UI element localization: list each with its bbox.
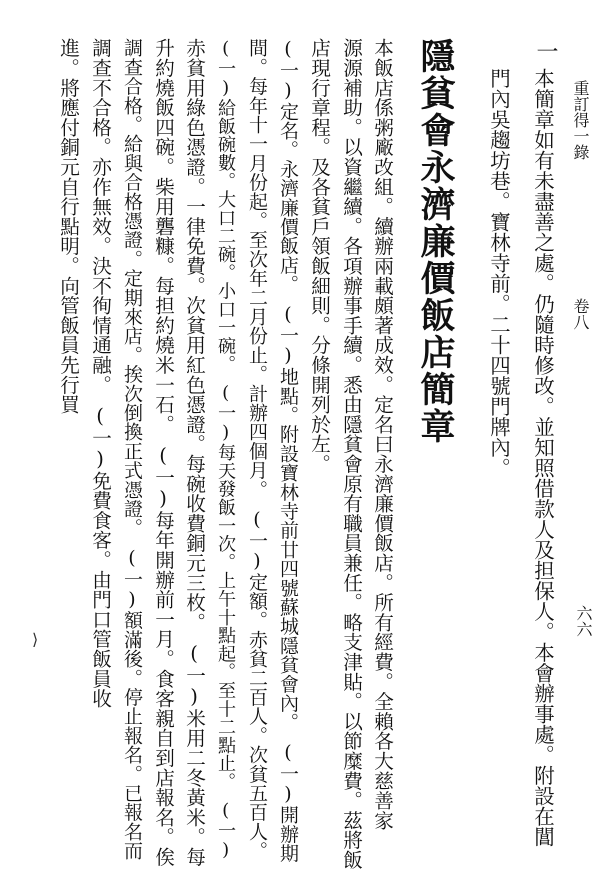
body-column-1: 本飯店係粥廠改組。續辦兩載頗著成效。定名曰永濟廉價飯店。所有經費。全賴各大慈善家 xyxy=(370,38,394,830)
notice-line-2: 門內吳趨坊巷。寶林寺前。二十四號門牌內。 xyxy=(486,68,511,478)
body-column-8: 升約燒飯四碗。柴用礱糠。每担約燒米一石。 (一)每年開辦前一月。食客親自到店報名。俟 xyxy=(151,38,175,867)
body-column-11: 進。將應付銅元自行點明。向管飯員先行買 xyxy=(56,38,80,415)
body-column-3: 店現行章程。及各貧戶領飯細則。分條開列於左。 xyxy=(307,38,331,474)
section-title: 隱貧會永濟廉價飯店簡章 xyxy=(415,38,456,445)
body-column-5: 間。每年十一月份起。至次年二月份止。計辦四個月。 (一)定額。赤貧二百人。次貧五百人。 xyxy=(246,38,268,861)
body-column-7: 赤貧用綠色憑證。一律免費。次貧用紅色憑證。每碗收費銅元三枚。 (一)米用二冬黃米。每 xyxy=(182,38,206,867)
body-column-6: (一)給飯碗數。大口二碗。小口一碗。 (一)每天發飯一次。上午十點起。至十二點止。 (一) xyxy=(215,38,237,861)
notice-marker: 一 xyxy=(533,40,558,62)
body-column-9: 調查合格。給與合格憑證。定期來店。挨次倒換正式憑證。 (一)額滿後。停止報名。已報名而 xyxy=(121,38,143,861)
print-mark: ⟩ xyxy=(32,630,39,649)
body-column-10: 調查不合格。亦作無效。決不徇情通融。 (一)免費食客。由門口管飯員收 xyxy=(88,38,112,709)
running-header-title: 重訂得一錄 xyxy=(571,80,590,160)
body-column-2: 源源補助。以資繼續。各項辦事手續。悉由隱貧會原有職員兼任。略支津貼。以節糜費。茲將飯 xyxy=(339,38,363,870)
page-number: 六六 xyxy=(574,605,593,637)
notice-line-1: 本簡章如有未盡善之處。仍隨時修改。並知照借款人及担保人。本會辦事處。附設在閶 xyxy=(530,68,555,847)
running-header-volume: 卷八 xyxy=(571,298,590,330)
body-column-4: (一)定名。永濟廉價飯店。 (一)地點。附設寶林寺前廿四號蘇城隱貧會內。 (一)開辦期 xyxy=(277,38,299,863)
